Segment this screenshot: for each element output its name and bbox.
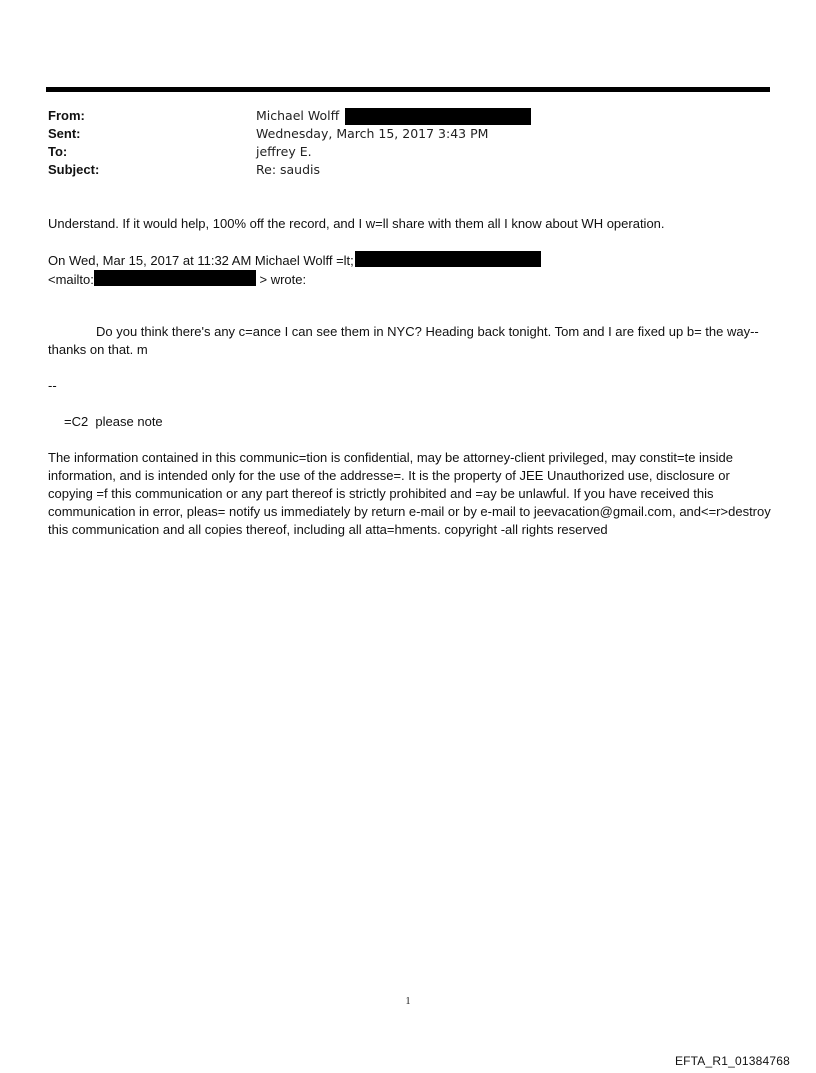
from-value xyxy=(256,107,531,125)
mailto-suffix: > wrote: xyxy=(255,272,307,287)
sent-value: Wednesday, March 15, 2017 3:43 PM xyxy=(256,126,489,141)
header-divider xyxy=(46,87,770,92)
quoted-message: Do you think there's any c=ance I can see them in NYC? Heading back tonight. Tom and I are fixed up b= the way--thanks on that. m xyxy=(48,324,759,357)
quote-intro xyxy=(48,251,773,289)
sent-label: Sent: xyxy=(48,126,81,141)
redaction-block xyxy=(345,108,531,125)
to-value: jeffrey E. xyxy=(256,144,312,159)
subject-label: Subject: xyxy=(48,162,100,177)
mailto-prefix: <mailto: xyxy=(48,272,94,287)
redaction-block xyxy=(355,251,541,267)
signature-separator: -- xyxy=(48,378,57,393)
from-name: Michael Wolff xyxy=(256,108,340,123)
quote-intro-line xyxy=(48,251,773,270)
note-line: =C2 please note xyxy=(64,414,163,429)
mailto-line xyxy=(48,270,773,289)
page-number: 1 xyxy=(405,996,411,1007)
reply-line: Understand. If it would help, 100% off the record, and I w=ll share with them all I know about WH operation. xyxy=(48,216,665,231)
document-id: EFTA_R1_01384768 xyxy=(674,1054,790,1068)
confidentiality-disclaimer: The information contained in this communic=tion is confidential, may be attorney-client privileged, may constit=te inside information, and is intended only for the use of the addresse=. It is the property of JEE Unauthorized use, disclosure or copying =f this communication or any part thereof is strictly prohibited and =ay be unlawful. If you have received this communication in error, pleas= notify us immediately by return e-mail or by e-mail to jeevacation@gmail.com, and<=r>destroy this communication and all copies thereof, including all atta=hments. copyright -all rights reserved xyxy=(48,450,771,537)
subject-value: Re: saudis xyxy=(256,162,321,177)
redaction-block xyxy=(94,270,256,286)
quote-intro-text: On Wed, Mar 15, 2017 at 11:32 AM Michael Wolff =lt; xyxy=(48,253,354,268)
from-label: From: xyxy=(48,108,85,123)
to-label: To: xyxy=(48,144,68,159)
